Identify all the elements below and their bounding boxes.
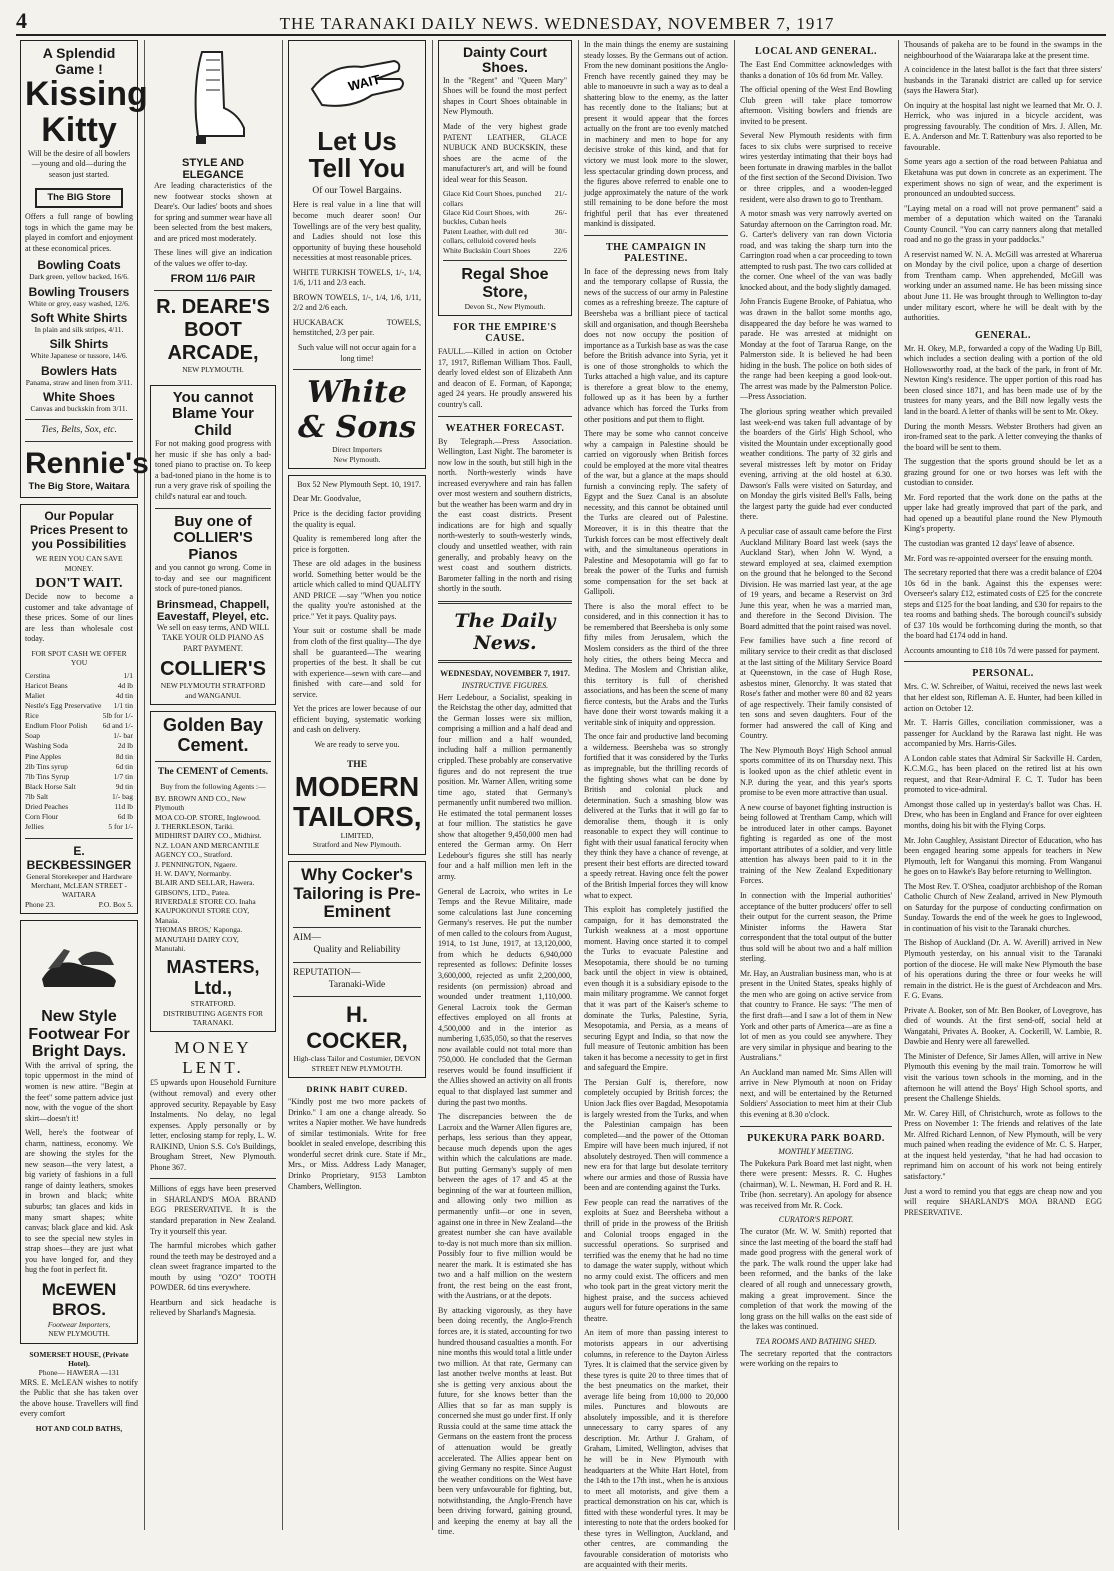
article-text: In the main things the enemy are sustaining steady losses. By the Germans out of action. From the new dominant positions the Anglo-French have recently gained they may be able to manoeuvre in such a way as to deal a shattering blow to the enemy, as the latter has recently done to the Italians; but at present it would appear that the forces actually on the front are too evenly matched in machinery and men to hope for any decisive stroke of this kind, and that for victory we must look more to the slower, less spectacular grinding down process, and the figures above referred to enable one to judge approximately the nature of the work still remaining to be done before the most frightful peril that has ever threatened mankind is dissipated. xyxy=(584,40,728,229)
article-text: There may be some who cannot conceive why a campaign in Palestine should be carried on vigorously when British forces could be employed at the more vital theatres of the war, but a glance at the maps should furnish a convincing reply. The safety of Egypt and the Suez Canal is an absolute necessity, and this cannot be obtained until the Turks are cleared out of Palestine. Moreover, it is in this theatre that the Turkish forces can be most effectively dealt with, and the simultaneous operations in Palestine and Mesopotamia will go far to break the power of the Turks and furnish some compensation for the set back at Gallipoli. xyxy=(584,429,728,597)
agent-item: GIBSON'S, LTD., Patea. xyxy=(155,887,230,897)
article-text: The Most Rev. T. O'Shea, coadjutor archbishop of the Roman Catholic Church of New Zealand, arrived in New Plymouth on Saturday for the purpose of conducting confirmation on Sunday. Towards the end of the week he goes to Inglewood, in continuation of his visit to the Taranaki churches. xyxy=(904,881,1102,933)
shoe-price-row xyxy=(443,189,567,208)
article-text: A motor smash was very narrowly averted on Saturday afternoon on the Carrington road. Mr. G. Carter's delivery van ran down Victoria road, and was taking the sharp turn into the Carrington road when a car proceeding to town attempted to rush past. The two cars collided at the corner. One wheel of the van was badly knocked about, and the body slightly damaged. xyxy=(740,209,892,292)
article-text: In face of the depressing news from Italy and the temporary collapse of Russia, the news of the success of our army in Palestine comes as a refreshing breeze. The capture of Beersheba was a brilliant piece of tactical skill and organisation, and though Beersheba does not now occupy the position of importance as a Turkish base as was the case before the British advance into Syria, yet it is one of those strongholds to which the Turks attached a high value, and its capture is therefore a great blow to the enemy, followed up as it has been by a further advance which has forced the Turks from other positions and put them to flight. xyxy=(584,266,728,424)
section-heading: PUKEKURA PARK BOARD. xyxy=(747,1132,885,1144)
price-row xyxy=(25,711,133,721)
white-sons-ad xyxy=(288,40,426,469)
golden-bay-cement-ad xyxy=(150,711,276,1032)
modern-tailors-ad xyxy=(288,475,426,855)
ad-text: Well, here's the footwear of charm, nattiness, economy. We are showing the styles for the new season—the very latest, a big variety of fashions in a full range of dainty leathers, smokes in brown and black; white suburbs; tan glaces and kids in many smart shapes; white canvas; black glace and kid. Ask to see the special new styles in strap shoes—they are just what you have longed for, and they hug the foot in perfect fit. xyxy=(25,1128,133,1275)
ad-text: Will be the desire of all bowlers —young and old—during the season just started. xyxy=(27,148,131,179)
ad-heading: SOMERSET HOUSE, (Private Hotel). xyxy=(29,1349,129,1368)
ad-text: Such value will not occur again for a long time! xyxy=(298,343,416,363)
price-item: Cerstina xyxy=(25,670,50,680)
agent-item: J. THERKLESON, Tariki. xyxy=(155,822,234,832)
column-rule xyxy=(734,40,735,1530)
item-desc: White or grey, easy washed, 12/6. xyxy=(28,298,130,308)
phone-number: Phone 23. xyxy=(25,899,55,909)
price-item: Pine Apples xyxy=(25,751,62,761)
price-row xyxy=(25,691,133,701)
ad-text: Here is real value in a line that will become much dearer soon! Our Towellings are of the very best quality, and Ladies should not lose this opportunity of buying these household necessities at most reasonable prices. xyxy=(293,200,421,263)
letter-text: Price is the deciding factor providing the quality is equal. xyxy=(293,508,421,529)
article-text: General de Lacroix, who writes in Le Temps and the Revue Militaire, made some calculations last June concerning Germany's reserves. He put the number of men called to the colours from August, 1914, to 1st June, 1917, at 13,120,000, from which he deducts 6,940,000 represented as follows: Definite losses 3,600,000, rejected as unfit 2,200,000, residents (on permission) abroad and wounded under treatment 1,110,000. General Lacroix took the German effectives employed on all fronts at 4,500,000 and in the interior as numbering 1,635,050, so that the reserves now available could not total more than 750,000. He concluded that the German reserves would be found insufficient if the Allies showed an activity on all fronts equal to that displayed last summer and during the past two months. xyxy=(438,886,572,1107)
ad-text: Buy from the following Agents :— xyxy=(160,781,266,791)
article-text: The discrepancies between the de Lacroix and the Warner Allen figures are, perhaps, less serious than they appear, because much depends upon the ages within which the calculations are made. But putting Germany's supply of men between the ages of 17 and 45 at the beginning of the war at fourteen million, and allowing only two million as permanently unfit—or one in seven, against one in three in New Zealand—the greatest number she can have available to-day is not much more than six million. Possibly four to five million would be nearer the mark. It is estimated she has two and a half million on the western front, the rest being on the east front, with the Austrians, or at the depots. xyxy=(438,1112,572,1301)
section-heading: GENERAL. xyxy=(975,329,1031,341)
wait-label: WAIT xyxy=(346,71,382,94)
shoe-price: 21/- xyxy=(554,189,567,199)
merchant-name: THE xyxy=(346,760,368,771)
agent-item: KAUPOKONUI STORE COY, Manaia. xyxy=(155,906,250,925)
agent-item: BY. BROWN AND CO., New Plymouth xyxy=(155,793,246,813)
ad-text: Quality and Reliability xyxy=(313,944,401,955)
drink-habit-ad xyxy=(288,1084,426,1192)
ozo-tooth-powder-ad: The harmful microbes which gather round the teeth may be destroyed and a clean sweet fragrance imparted to the mouth by using "OZO" TOOTH POWDER. 6d tins everywhere. xyxy=(150,1241,276,1293)
price-value: 4d lb xyxy=(117,680,133,690)
ad-heading: Golden Bay Cement. xyxy=(162,715,264,755)
price-value: 5lb for 1/- xyxy=(102,711,133,721)
piano-makes: Brinsmead, Chappell, Eavestaff, Pleyel, etc. xyxy=(156,598,270,623)
agent-item: BLAIR AND SELLAR, Hawera. xyxy=(155,878,255,888)
price-row xyxy=(25,741,133,751)
merchant-desc: DISTRIBUTING AGENTS FOR TARANAKI. xyxy=(162,1008,263,1028)
ad-text: For not making good progress with her music if she has only a bad-toned piano to practise on. To keep a bad-toned piano in the home is to run a very grave risk of spoiling the child's natural ear and touch. xyxy=(155,439,271,501)
price-item: Haricot Beans xyxy=(25,680,68,690)
article-text: A coincidence in the latest ballot is the fact that three sisters' husbands in the Taranaki district are called up for service (says the Hawera Star). xyxy=(904,65,1102,96)
agent-item: N.Z. LOAN AND MERCANTILE AGENCY CO., Stratford. xyxy=(155,840,260,860)
price-item: 7lb Salt xyxy=(25,792,49,802)
ad-heading: Let Us Tell You xyxy=(308,126,406,184)
towel-line: BROWN TOWELS, 1/-, 1/4, 1/6, 1/11, 2/2 and 2/6 each. xyxy=(293,292,421,313)
shoe-name: Glace Kid Court Shoes, with buckles, Cuban heels xyxy=(443,208,530,227)
price-row xyxy=(25,792,133,802)
ad-text: AIM— xyxy=(293,932,321,943)
shoe-name: Glace Kid Court Shoes, punched collars xyxy=(443,189,542,208)
price-from: FROM 11/6 PAIR xyxy=(170,273,256,286)
merchant-desc: High-class Tailor and Costumier, DEVON STREET NEW PLYMOUTH. xyxy=(293,1054,421,1073)
column-6 xyxy=(736,40,896,1530)
towel-line: HUCKABACK TOWELS, hemstitched, 2/3 per pair. xyxy=(293,317,421,338)
ad-subheading: The CEMENT of Cements. xyxy=(157,766,269,777)
shoes-illustration-icon xyxy=(34,929,124,999)
editorial-title: The Daily News. xyxy=(454,609,556,654)
section-heading: LOCAL AND GENERAL. xyxy=(754,46,878,57)
column-rule xyxy=(432,40,433,1530)
article-text: Some years ago a section of the road between Pahiatua and Eketahuna was put down in concrete as an experiment. The experiment shows no sign of wear, and the experiment is pronounced an undoubted success. xyxy=(904,157,1102,199)
merchant-name: Regal Shoe Store, xyxy=(461,265,549,301)
article-text: The New Plymouth Boys' High School annual sports committee of its on Thursday next. This is looked upon as the chief athletic event in N.P. during the year, and this year's sports promise to be even more attractive than usual. xyxy=(740,745,892,798)
item-name: Bowlers Hats xyxy=(40,363,118,378)
article-text: Mr. Hay, an Australian business man, who is at present in the United States, speaks highly of the men who are going on active service from that country to France. He says: "The men of the first draft—and I saw a lot of them in New York and other parts of America—are as fine a lot of men as you could see anywhere. They are very similar in physique and bearing to the Australians." xyxy=(740,968,892,1063)
magnesia-ad: Heartburn and sick headache is relieved by Sharland's Magnesia. xyxy=(150,1297,276,1318)
item-name: Bowling Coats xyxy=(37,258,121,273)
column-1 xyxy=(16,40,149,1530)
price-value: 6d tin xyxy=(115,761,133,771)
article-text: The once fair and productive land becoming a wilderness. Beersheba was so strongly fortified that it was considered by the Turks as impregnable, but the thrilling records of the fighting shows what can be done by British and colonial pluck and determination. Such a smashing blow was delivered at the Turks that it will go far to demoralise them, though it is only reasonable to expect they will continue to fight with their usual fanatical ferocity when they think they have a chance of revenge, at present their best efforts are directed toward a speedy retreat. Having once felt the power of the British Imperial forces they will know what to expect. xyxy=(584,732,728,900)
merchant-town: NEW PLYMOUTH. xyxy=(182,365,244,375)
ad-text: Are leading characteristics of the new footwear stocks shown at Deare's. Our ladies' boots and shoes for spring and summer wear have all been selected from the best makers, and are priced most moderately. xyxy=(154,181,272,243)
column-rule xyxy=(578,40,579,1530)
kissing-kitty-ad xyxy=(20,40,149,498)
editorial-date: WEDNESDAY, NOVEMBER 7, 1917. xyxy=(440,668,570,678)
article-text: The glorious spring weather which prevailed last week-end was taken full advantage of by the boarders of the Girls' High School, who visited the Mountain under exceptionally good weather conditions. The party of 32 girls and several mistresses left by motor on Friday evening, arriving at the old hostel at 6.30. Dawson's Falls were visited on Saturday, and on Monday the girls visited Bell's Falls, being the largest party the guide had ever conducted there. xyxy=(740,406,892,522)
agent-list xyxy=(155,794,271,953)
price-row xyxy=(25,772,133,782)
article-text: By Telegraph.—Press Association. Wellington, Last Night. The barometer is now low in the south, but still high in the north. North-westerly winds have increased everywhere and rain has fallen over most western and southern districts, but the weather has been warm and dry in the east coast districts. Present indications are for high and squally north-westerly to south-westerly winds, cloudy and unsettled weather, with rain generally, and probably heavy on the west coast and southern districts. Barometer falling in the north and rising shortly in the south. xyxy=(438,436,572,594)
ad-heading: Our Popular Prices Present to you Possibilities xyxy=(29,509,129,552)
article-text: An item of more than passing interest to motorists appears in our advertising columns, in reference to the Dayton Airless Tyres. It is claimed that the service given by these tyres is quite 20 to three times that of the best pneumatics on the market, their average life being from 10,000 to 20,000 miles. Punctures and blowouts are absolutely impossible, and it is therefore unnecessary to carry spares of any description. Mr. Arthur J. Graham, of Graham, Limited, Wellington, advises that he will be in New Plymouth with headquarters at the White Hart Hotel, from the 14th to the 17th inst., when he is anxious to meet all motorists, and give them a practical demonstration on his car, which is fitted with these wonderful tyres. It may be interesting to note that the orders booked for these tyres in Wellington, Auckland, and other centres, are commanding the favourable consideration of motorists who are acquainted with their merits. xyxy=(584,1328,728,1570)
price-item: Endlum Floor Polish xyxy=(25,721,88,731)
column-rule xyxy=(898,40,899,1530)
price-item: 7lb Tins Syrup xyxy=(25,771,70,781)
item-desc: Dark green, yellow backed, 16/6. xyxy=(29,272,129,282)
ad-text: REPUTATION— xyxy=(293,967,361,978)
article-text: The Bishop of Auckland (Dr. A. W. Averill) arrived in New Plymouth yesterday, on his annual visit to the Taranaki portion of the diocese. He will make New Plymouth the base of his operations during the three or four weeks he will remain in the district. He is the guest of Archdeacon and Mrs. F. G. Evans. xyxy=(904,938,1102,1001)
shoe-price: 26/- xyxy=(554,208,567,217)
price-item: Jellies xyxy=(25,822,44,832)
item-desc: White Japanese or tussore, 14/6. xyxy=(30,351,128,361)
ad-text: Ties, Belts, Sox, etc. xyxy=(41,424,117,435)
store-name: The BIG Store xyxy=(35,188,122,208)
letter-text: Yet the prices are lower because of our efficient buying, systematic working and cash on delivery. xyxy=(293,704,421,735)
price-value: 1/- bar xyxy=(113,731,133,741)
ad-text: These lines will give an indication of the values we offer to-day. xyxy=(154,248,272,268)
price-row xyxy=(25,681,133,691)
price-value: 6d and 1/- xyxy=(102,721,133,731)
agent-item: RIVERDALE STORE CO. Inaha xyxy=(155,897,256,907)
article-text: The suggestion that the sports ground should be let as a grazing ground for one or two horses was left with the custodian to consider. xyxy=(904,457,1102,488)
merchant-town: Stratford and New Plymouth. xyxy=(312,840,402,850)
shoe-price-row xyxy=(443,227,567,246)
letter-address: Box 52 New Plymouth Sept. 10, 1917. xyxy=(297,479,421,489)
ad-text: "Kindly post me two more packets of Drinko." I am one a change already. So writes a Napier mother. We have hundreds of similar testimonials. Write for free booklet in sealed envelope, describing this wonderful secret drink cure. State if Mr., Mrs., or Miss. Address Lady Manager, Drinko Proprietary, 9153 Lambton Chambers, Wellington. xyxy=(288,1097,426,1191)
article-text: Thousands of pakeha are to be found in the swamps in the neighbourhood of the Waiararapa lake at the present time. xyxy=(904,40,1102,60)
item-name: Bowling Trousers xyxy=(28,284,130,299)
article-text: Accounts amounting to £18 10s 7d were passed for payment. xyxy=(904,645,1100,655)
price-row xyxy=(25,721,133,731)
price-list xyxy=(25,671,133,833)
article-text: Amongst those called up in yesterday's ballot was Chas. H. Drew, who has been in England and France for over eighteen months, doing his bit with the Flying Corps. xyxy=(904,799,1102,830)
price-item: Black Horse Salt xyxy=(25,781,76,791)
newspaper-title: THE TARANAKI DAILY NEWS. WEDNESDAY, NOVEMBER 7, 1917 xyxy=(279,14,835,33)
letter-salutation: Dear Mr. Goodvalue, xyxy=(293,494,361,504)
article-text: FAULL.—Killed in action on October 17, 1917, Rifleman William Thos. Faull, dearly loved eldest son of Elizabeth Ann and deacon of E. Forman, of Kaponga; aged 24 years. He proudly answered his country's call. xyxy=(438,347,572,409)
ad-heading: MONEY LENT. xyxy=(174,1038,252,1078)
price-value: 1/- bag xyxy=(111,792,133,802)
price-row xyxy=(25,701,133,711)
article-text: John Francis Eugene Brooke, of Pahiatua, who was drawn in the ballot some months ago, disappeared the day before he was warned to parade. He was arrested at midnight on Monday at the foot of Tararua Range, on the Palmerston side. It is believed he had been hiding in the bush. The police on both sides of the range had been keeping a good look-out. The arrest was made by the Palmerston Police.—Press Association. xyxy=(740,297,892,402)
price-value: 5 for 1/- xyxy=(108,822,133,832)
store-address: The Big Store, Waitara xyxy=(28,481,130,493)
price-item: 2lb Tins syrup xyxy=(25,761,68,771)
article-text: Mr. T. Harris Gilles, conciliation commissioner, was a passenger for Auckland by the Rarawa last night. He was accompanied by Mrs. Harris-Giles. xyxy=(904,718,1102,749)
article-text: In connection with the Imperial authorities' acceptance of the butter producers' offer to sell their output for the current season, the Prime Minister informs the Hawera Star correspondent that the total output of the butter thus sold will be about two and a half million sterling. xyxy=(740,891,892,964)
ad-title: Kissing xyxy=(25,75,148,114)
ad-text: WE REIN YOU CAN SAVE MONEY. xyxy=(35,554,123,573)
agent-item: MIDHIRST DAIRY CO., Midhirst. xyxy=(155,831,262,841)
price-item: Nestle's Egg Preservative xyxy=(25,700,102,710)
wait-hand-illustration-icon xyxy=(302,49,412,119)
article-text: Just a word to remind you that eggs are cheap now and you will require SHARLAND'S MOA BRAND EGG PRESERVATIVE. xyxy=(904,1186,1102,1217)
price-row xyxy=(25,782,133,792)
ad-heading: Buy one of COLLIER'S Pianos xyxy=(173,512,253,563)
article-text: This exploit has completely justified the campaign, for it has demonstrated the Turkish weakness at a most opportune moment. Having once started it to compel the Turks to evacuate Palestine and Mesopotamia, there should be no turning back until the object in view is obtained, even though it is a subsidiary episode to the main military programme. We cannot forget that it was part of the Kaiser's scheme to dominate the Turks, Palestine, Syria, Mesopotamia, and Persia, as a means of securing Egypt and India, so that now the full measure of Teutonic ambition has been taken it has become a necessity to get in first and safeguard the Empire. xyxy=(584,905,728,1073)
ad-heading: STYLE AND ELEGANCE xyxy=(182,157,244,181)
item-desc: Panama, straw and linen from 3/11. xyxy=(25,377,133,387)
merchant-town: New Plymouth. xyxy=(333,454,381,464)
article-text: The Pukekura Park Board met last night, when there were present: Messrs. R. C. Hughes (chairman), W. L. Newman, H. Ford and R. H. Tribe (hon. secretary). An apology for absence was received from Mr. R. Cock. xyxy=(740,1158,892,1210)
price-value: 11d lb xyxy=(114,802,133,812)
price-row xyxy=(25,812,133,822)
price-row xyxy=(25,731,133,741)
rennies-logo: Rennie's xyxy=(25,447,149,481)
article-text: A new course of bayonet fighting instruction is being followed at Trentham Camp, which will be introduced later in other camps. Bayonet fighting is regarded as one of the most important attributes of a soldier, and very little attention has always been paid to it in the training of the New Zealand Expeditionary Forces. xyxy=(740,802,892,886)
article-text: The custodian was granted 12 days' leave of absence. xyxy=(904,538,1075,548)
article-text: A peculiar case of assault came before the First Auckland Military Board last week (says the Auckland Star), when John W. Wynd, a steward employed at sea, claimed exemption on the ground that he belonged to the Second Division. He was married last year, at the age of 19 years, and became a Reservist on 3rd June this year, when he was a married man, and therefore in the Second Division. The Board admitted that the point raised was novel. xyxy=(740,526,892,631)
editorial-subheading: INSTRUCTIVE FIGURES. xyxy=(461,680,549,690)
merchant-name: COLLIER'S xyxy=(160,658,266,681)
merchant-desc: Footwear Importers, xyxy=(47,1319,111,1329)
ad-text: FOR SPOT CASH WE OFFER YOU xyxy=(31,648,127,668)
agent-item: MANUTAHI DAIRY COY, Manutahi. xyxy=(155,934,239,953)
shoe-name: White Buckskin Court Shoes xyxy=(443,245,531,255)
column-2 xyxy=(146,40,280,1530)
egg-preservative-ad: Millions of eggs have been preserved in SHARLAND'S MOA BRAND EGG PRESERVATIVE. It is the standard preparation in New Zealand. Try it yourself this year. xyxy=(150,1184,276,1236)
shoe-name: Patent Leather, with dull red collars, celluloid covered heels xyxy=(443,226,536,246)
letter-text: Quality is remembered long after the price is forgotten. xyxy=(293,534,421,554)
item-list xyxy=(25,258,133,413)
article-text: There is also the moral effect to be considered, and in this connection it has to be remembered that Beersheba is only some fifty miles from Jerusalem, which the Moslem considers as the third of the three holy cities, the others being Mecca and Medina. The Moslem and Christian alike, this territory is full of cherished associations, and has been the scene of many fierce contests, but the Arabs and the Turks have done their worst towards making it a veritable sink of iniquity and oppression. xyxy=(584,601,728,727)
merchant-desc: LIMITED, xyxy=(340,831,374,841)
merchant-town: NEW PLYMOUTH STRATFORD and WANGANUI. xyxy=(160,681,266,700)
ad-text: We sell on easy terms, AND WILL TAKE YOUR OLD PIANO AS PART PAYMENT. xyxy=(156,622,270,653)
section-subheading: CURATOR'S REPORT. xyxy=(778,1215,854,1225)
ad-text: and you cannot go wrong. Come in to-day and see our magnificent stock of pure-toned pianos. xyxy=(155,563,271,594)
letter-close: We are ready to serve you. xyxy=(314,739,400,749)
article-text: The curator (Mr. W. W. Smith) reported that since the last meeting of the board the staff had made good progress with the general work of the park. The walk round the upper lake had been reformed, and the banks of the lake cleared of all rough and unnecessary growth, making a great improvement. Since the completion of that work the mowing of the long grass on the hill walks on the east side of the lakes was continued. xyxy=(740,1227,892,1332)
article-text: Several New Plymouth residents with firm faces to six clubs were surprised to receive wires yesterday intimating that their boys had been fortunate in drawing marbles in the ballot of the first section of the Second Division. Two or three cripples, and a wooden-legged resident, were also drawn to go to Trentham. xyxy=(740,131,892,204)
article-text: Private A. Booker, son of Mr. Ben Booker, of Lovegrove, has died of wounds. At the first send-off, social held at Wangatahi, Privates A. Booker, A. Cockerill, W. Lambie, R. Dawbie and Henry were all farewelled. xyxy=(904,1005,1102,1047)
price-value: 8d tin xyxy=(115,751,133,761)
article-text: Mr. John Caughley, Assistant Director of Education, who has been engaged hearing some appeals for teachers in New Plymouth, left for Wanganui this morning. From Wanganui he goes on to Hawke's Bay before returning to Wellington. xyxy=(904,835,1102,877)
ad-subheading: Of our Towel Bargains. xyxy=(312,185,402,196)
deares-boot-ad xyxy=(150,40,276,379)
ad-text: MRS. E. McLEAN wishes to notify the Public that she has taken over the above house. Travellers will find every comfort xyxy=(20,1377,138,1419)
article-text: On inquiry at the hospital last night we learned that Mr. O. J. Herrick, who was injured in a bicycle accident, was progressing favourably. The condition of Mrs. J. Allen, Mr. E. A. Anderson and Mr. T. Rattenbury was also reported to be favourable. xyxy=(904,100,1102,152)
article-text: Few people can read the narratives of the exploits at Suez and Beersheba without a thrill of pride in the prowess of the British and Colonial troops engaged in the successful operations. So surprised and terrified was the enemy that he had no time to damage the water supply, without which no army could exist. The officers and men who took part in the great victory merit the highest praise, and the success achieved augurs well for future operations in the same theatre. xyxy=(584,1197,728,1323)
article-text: The East End Committee acknowledges with thanks a donation of 10s 6d from Mr. Valley. xyxy=(740,60,892,80)
column-rule xyxy=(144,40,145,1530)
agent-item: MOA CO-OP. STORE, Inglewood. xyxy=(155,812,261,822)
price-value: 4d tin xyxy=(115,690,133,700)
article-text: The secretary reported that the contractors were working on the repairs to xyxy=(740,1348,892,1369)
ad-text: In the "Regent" and "Queen Mary" Shoes will be found the most perfect shapes in Court Shoes obtainable in New Plymouth. xyxy=(443,75,567,117)
merchant-name: TAILORS, xyxy=(293,800,422,832)
price-value: 9d tin xyxy=(115,781,133,791)
shoe-price-list xyxy=(443,189,567,255)
merchant-desc: Direct Importers xyxy=(332,445,382,455)
price-item: Rice xyxy=(25,711,39,721)
article-text: The official opening of the West End Bowling Club green will take place tomorrow afternoon. Visiting bowlers and friends are invited to be present. xyxy=(740,85,892,126)
merchant-desc: General Storekeeper and Hardware Merchant, McLEAN STREET - WAITARA xyxy=(26,871,132,900)
section-heading: WEATHER FORECAST. xyxy=(445,422,565,434)
ad-text: With the arrival of spring, the topic uppermost in the mind of women is new attire. "Begin at the feet" some pattern advice just now, with the vogue of the short skirt—doesn't it! xyxy=(25,1060,133,1123)
merchant-name: H. COCKER, xyxy=(306,1002,408,1054)
price-value: 1/7 tin xyxy=(113,771,133,781)
article-text: Few families have such a fine record of military service to their credit as that disclosed at the last sitting of the Military Service Board at Queenstown, in the case of Hugh Rose, asbestos miner, Glenorchy. It was stated that Rose's father and mother were 80 and 82 years of age respectively. Their family consisted of ten sons and seven daughters. Four of the former had answered the call of King and Country. xyxy=(740,636,892,741)
somerset-house-ad xyxy=(20,1350,138,1434)
merchant-name: McEWEN BROS. xyxy=(41,1279,117,1319)
section-subheading: MONTHLY MEETING. xyxy=(778,1146,854,1156)
article-text: Mr. H. Okey, M.P., forwarded a copy of the Wading Up Bill, which includes a section dealing with a portion of the old Hollowsworthy road, at the back of the park, in front of Mr. Newton King's residence. The upper portion of this road has been closed since 1871, and has been made use of by the trustees for many years, and the Bill now legally vests the land in the board. A letter of thanks will be sent to Mr. Okey. xyxy=(904,343,1102,416)
merchant-name: R. DEARE'S xyxy=(156,296,270,319)
shoe-price: 30/- xyxy=(554,226,567,236)
towel-line: WHITE TURKISH TOWELS, 1/-, 1/4, 1/6, 1/11 and 2/3 each. xyxy=(293,267,421,288)
price-value: 1/1 tin xyxy=(113,700,133,710)
column-rule xyxy=(282,40,283,1530)
price-item: Corn Flour xyxy=(25,812,59,822)
shoe-price-row xyxy=(443,208,567,227)
ad-title: Kitty xyxy=(41,110,117,149)
section-heading: THE CAMPAIGN IN PALESTINE. xyxy=(605,241,707,264)
price-item: Washing Soda xyxy=(25,741,68,751)
ad-text: Decide now to become a customer and take advantage of these prices. Some of our lines are less than wholesale cost today. xyxy=(25,592,133,644)
shoe-price: 22/6 xyxy=(553,245,567,255)
phone-number: Phone— HAWERA —131 xyxy=(38,1368,120,1378)
ad-heading: DRINK HABIT CURED. xyxy=(306,1084,408,1095)
article-text: The Persian Gulf is, therefore, now completely occupied by British forces; the Union Jack flies over Bagdad, Mesopotamia is largely wrested from the Turks, and when the Palestinian campaign has been completed—and the power of the Ottoman Empire will have been much injured, if not absolutely destroyed. Then will commence a new era for that large but desolate territory where our armies and those of Russia have been and are contending against the Turks. xyxy=(584,1077,728,1193)
merchant-address: Devon St., New Plymouth. xyxy=(464,301,546,311)
price-value: 2d lb xyxy=(117,741,133,751)
article-text: During the month Messrs. Webster Brothers had given an iron-framed seat to the park. A letter conveying the thanks of the board will be sent to them. xyxy=(904,421,1102,452)
column-4 xyxy=(434,40,576,1537)
regal-shoe-ad xyxy=(438,40,572,316)
ad-heading: Why Cocker's Tailoring is Pre-Eminent xyxy=(293,864,421,922)
po-box: P.O. Box 5. xyxy=(98,899,133,909)
ad-text: Offers a full range of bowling togs in which the game may be played in comfort and enjoyment at these economical prices. xyxy=(25,212,133,253)
money-lent-ad xyxy=(150,1038,276,1173)
masthead xyxy=(16,8,1106,36)
item-name: Soft White Shirts xyxy=(30,311,128,326)
agent-item: H. W. DAVY, Normanby. xyxy=(155,868,232,878)
price-row xyxy=(25,802,133,812)
column-5 xyxy=(580,40,732,1570)
article-text: "Laying metal on a road will not prove permanent" said a member of a deputation which waited on the Taranaki County Council. "You can carry nanners along that metalled road and no go the grass in your paddocks." xyxy=(904,203,1102,245)
popular-prices-ad xyxy=(20,504,138,914)
price-item: Dried Peaches xyxy=(25,802,69,812)
agent-item: THOMAS BROS,' Kaponga. xyxy=(155,925,243,935)
article-text: Mr. Ford was re-appointed overseer for the ensuing month. xyxy=(904,553,1093,563)
cocker-tailoring-ad xyxy=(288,861,426,1078)
boot-illustration-icon xyxy=(178,48,248,148)
white-sons-logo: White & Sons xyxy=(298,375,416,446)
article-text: The Minister of Defence, Sir James Allen, will arrive in New Plymouth this evening by the mail train. Tomorrow he will visit the various town schools in the morning, and in the afternoon he will attend the Boys' High School sports, and present the Challenge Shields. xyxy=(904,1051,1102,1104)
article-text: The secretary reported that there was a credit balance of £204 10s 6d in the bank. Against this the expenses were: Overseer's salary £12, estimated costs of £25 for the concrete steps and £125 for the boat landing, and £30 for repairs to the tea rooms and bathing sheds. The borough council's subsidy of £37 10s would be forthcoming during the month, so that the board had £174 odd in hand. xyxy=(904,568,1102,641)
price-row xyxy=(25,752,133,762)
price-row xyxy=(25,671,133,681)
item-desc: Canvas and buckskin from 3/11. xyxy=(30,404,128,414)
price-row xyxy=(25,762,133,772)
new-style-footwear-ad xyxy=(20,920,138,1343)
merchant-name: E. BECKBESSINGER xyxy=(26,843,132,872)
merchant-town: STRATFORD. xyxy=(190,999,236,1009)
price-value: 6d lb xyxy=(117,812,133,822)
section-subheading: TEA ROOMS AND BATHING SHED. xyxy=(755,1336,877,1346)
ad-heading: A Splendid Game ! xyxy=(42,45,116,78)
letter-text: Your suit or costume shall be made from cloth of the first quality—The dye shall be guaranteed—The wearing properties of the best. It shall be cut with experience—sewn with care—and finished with care—and sold for service. xyxy=(293,626,421,699)
article-text: By attacking vigorously, as they have been doing recently, the Anglo-French forces are, it is stated, accounting for two hundred thousand casualties a month. For nine months this would total a little under two million. At that rate, Germany can last another twelve months at least. But she is getting very anxious about the future, for she knows better than the Allies that so far as man supply is concerned she must go under first. If only Russia could at the same time attack the Germans on the eastern front the process of attenuation would be greatly accelerated. The Allies appear bent on giving Germany no respite. Since August the weather conditions on the West have been very unfavourable for fighting, but, notwithstanding, the Anglo-French have been driving forward, gaining ground, and keeping the enemy at bay all the time. xyxy=(438,1305,572,1537)
section-heading: FOR THE EMPIRE'S CAUSE. xyxy=(453,322,557,345)
merchant-name: BOOT ARCADE, xyxy=(167,319,259,365)
section-heading: PERSONAL. xyxy=(972,668,1034,680)
ad-text: Taranaki-Wide xyxy=(328,979,386,990)
ad-text: HOT AND COLD BATHS, xyxy=(35,1423,123,1433)
agent-item: J. PENNINGTON, Ngaere. xyxy=(155,859,238,869)
merchant-name: MASTERS, Ltd., xyxy=(166,957,260,999)
price-item: Maliet xyxy=(25,690,45,700)
colliers-piano-ad xyxy=(150,385,276,705)
price-row xyxy=(25,822,133,832)
ad-heading: Dainty Court Shoes. xyxy=(463,44,547,76)
article-text: A reservist named W. N. A. McGill was arrested at Wharerua on Monday by the civil police, upon a charge of desertion from Trentham camp. When apprehended, McGill was working under an assumed name. He has been missing since about June 11. He was brought through to Wellington to-day under military escort, where he will be dealt with by the authorities. xyxy=(904,249,1102,323)
price-item: Soap xyxy=(25,731,40,741)
ad-text: £5 upwards upon Household Furniture (without removal) and every other approved security. Repayable by Easy Instalments. No delay, no legal expenses. Apply personally or by letter, enclosing stamp for reply, L. W. RAIKIND, Union S.S. Co's Buildings, Brougham Street, New Plymouth. Phone 367. xyxy=(150,1078,276,1172)
ad-text: Made of the very highest grade PATENT LEATHER, GLACE NUBUCK AND BUCKSKIN, these shoes are the acme of the manufacturer's art, and will be found ideal wear for this Season. xyxy=(443,121,567,184)
merchant-town: NEW PLYMOUTH. xyxy=(48,1329,110,1339)
ad-heading: New Style Footwear For Bright Days. xyxy=(28,1008,130,1061)
article-text: A London cable states that Admiral Sir Sackville H. Carden, K.C.M.G., has been placed on the retired list at his own request, and that Rear-Admiral F. C. T. Tudor has been promoted to vice-admiral. xyxy=(904,753,1102,795)
item-name: White Shoes xyxy=(42,390,115,405)
article-text: Herr Ledebour, a Socialist, speaking in the Reichstag the other day, admitted that the German losses were six million, comprising a million and a half dead and four million and a half wounded, including half a million permanently crippled. These probably are conservative figures and do not represent the true position. Mr. Warner Allen, writing some time ago, stated that Germany's permanently unfit numbered two million. He estimated the total permanent losses at four million. The statistics he gave show that altogether 9,450,000 men had entered the German army. On Herr Ledebour's figures she still has nearly four and a half million men left in the army. xyxy=(438,692,572,882)
article-text: An Auckland man named Mr. Sims Allen will arrive in New Plymouth at noon on Friday next, and will be entertained by the Returned Soldiers' Association to meet him at their Club this evening at 8.30 o'clock. xyxy=(740,1067,892,1119)
letter-text: These are old adages in the business world. Something better would be the article which called to mind QUALITY AND PRICE —say "When you notice the quality you're astonished at the price." Yet it pays. Quality pays. xyxy=(293,559,421,621)
ad-subheading: DON'T WAIT. xyxy=(35,576,123,592)
shoe-price-row xyxy=(443,246,567,255)
column-3 xyxy=(284,40,430,1530)
page-number: 4 xyxy=(16,8,28,33)
merchant-name: MODERN xyxy=(294,771,420,803)
price-value: 1/1 xyxy=(123,670,133,680)
article-text: Mr. W. Carey Hill, of Christchurch, wrote as follows to the Press on November 1: The friends and relatives of the late Mr. Alfred Richard Lennon, of New Plymouth, will be very much pained when reading the evidence of Mr. C. S. Harper, at the inquest held yesterday, "that he had had occasion to reprimand him on account of his work not being entirely satisfactory." xyxy=(904,1108,1102,1181)
article-text: Mrs. C. W. Schreiber, of Waitui, received the news last week that her eldest son, Rifleman A. E. Hunter, had been killed in action on October 12. xyxy=(904,682,1102,713)
item-name: Silk Shirts xyxy=(49,337,109,352)
ad-heading: You cannot Blame Your Child xyxy=(172,388,254,439)
item-desc: In plain and silk stripes, 4/11. xyxy=(34,325,124,335)
article-text: Mr. Ford reported that the work done on the paths at the upper lake had greatly improved that part of the park, and had opened up a beautiful plane round the New Plymouth King's property. xyxy=(904,492,1102,534)
column-7 xyxy=(900,40,1106,1530)
